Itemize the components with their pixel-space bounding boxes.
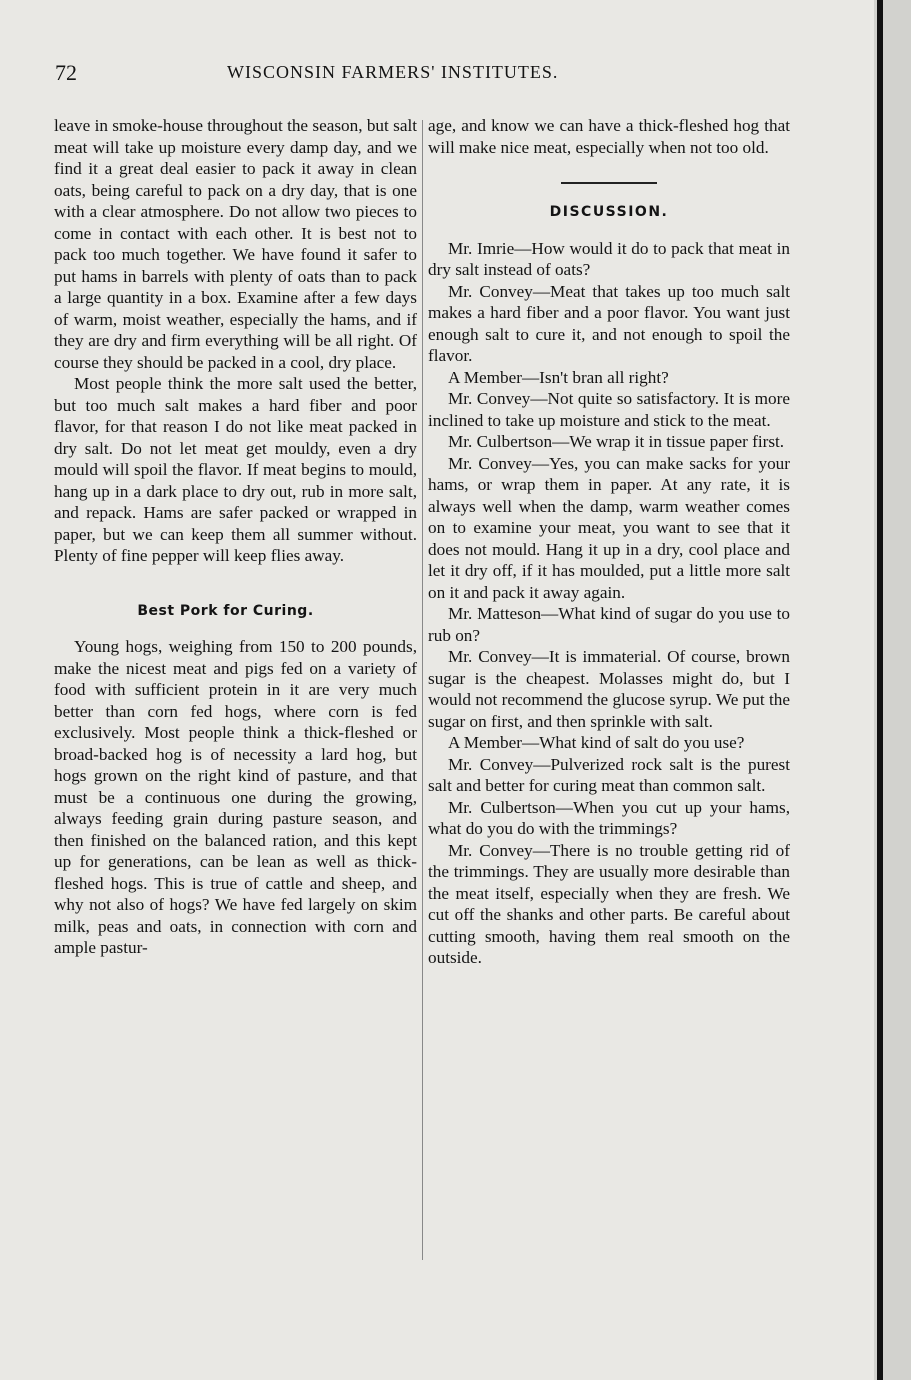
- discussion-entry: Mr. Convey—Not quite so satisfactory. It is more inclined to take up moisture and stick to the meat.: [428, 389, 790, 430]
- discussion-entry: Mr. Convey—It is immaterial. Of course, brown sugar is the cheapest. Molasses might do, but I would not recommend the glucose syrup. We put the sugar on first, and then sprinkle with salt.: [428, 647, 790, 731]
- page-header: [55, 60, 795, 90]
- left-column: [54, 115, 417, 959]
- discussion-entry: Mr. Culbertson—We wrap it in tissue paper first.: [448, 432, 785, 451]
- discussion-entry: A Member—What kind of salt do you use?: [448, 733, 745, 752]
- discussion-entry: Mr. Convey—There is no trouble getting rid of the trimmings. They are usually more desirable than the meat itself, especially when they are fresh. We cut off the shanks and other parts. Be careful about cutting smooth, having them real smooth on the outside.: [428, 840, 790, 967]
- column-divider: [422, 120, 423, 1260]
- paragraph-salt: Most people think the more salt used the better, but too much salt makes a hard fiber and poor flavor, for that reason I do not like meat packed in dry salt. Do not let meat get mouldy, even a dry mould will spoil the flavor. If meat begins to mould, hang up in a dark place to dry out, rub in more salt, and repack. Hams are safer packed or wrapped in paper, but we can keep them all summer without. Plenty of fine pepper will keep flies away.: [54, 374, 417, 565]
- discussion-entry: Mr. Convey—Pulverized rock salt is the purest salt and better for curing meat than common salt.: [428, 754, 790, 795]
- paragraph-continued-right: age, and know we can have a thick-fleshed hog that will make nice meat, especially when not too old.: [428, 116, 790, 157]
- paragraph-young-hogs: Young hogs, weighing from 150 to 200 pounds, make the nicest meat and pigs fed on a variety of food with sufficient protein in it are very much better than corn fed hogs, where corn is fed exclusively. Most people think a thick-fleshed or broad-backed hog is of necessity a lard hog, but hogs grown on the right kind of pasture, and that must be a continuous one during the growing, always feeding grain during pasture season, and then finished on the balanced ration, and this kept up for generations, can be lean as well as thick-fleshed hogs. This is true of cattle and sheep, and why not also of hogs? We have fed largely on skim milk, peas and oats, in connection with corn and ample pastur-: [54, 637, 417, 957]
- discussion-entry: Mr. Culbertson—When you cut up your hams, what do you do with the trimmings?: [428, 797, 790, 838]
- running-title: WISCONSIN FARMERS' INSTITUTES.: [227, 62, 559, 82]
- discussion-entry: Mr. Imrie—How would it do to pack that meat in dry salt instead of oats?: [428, 238, 790, 279]
- binding-edge: [877, 0, 883, 1380]
- discussion-entry: Mr. Convey—Meat that takes up too much salt makes a hard fiber and a poor flavor. You want just enough salt to cure it, and not enough to spoil the flavor.: [428, 281, 790, 365]
- section-rule: [561, 182, 657, 184]
- section-title-best-pork: Best Pork for Curing.: [137, 602, 314, 619]
- section-title-discussion: DISCUSSION.: [549, 204, 669, 220]
- discussion-entry: Mr. Matteson—What kind of sugar do you use to rub on?: [428, 604, 790, 645]
- paragraph-continued: leave in smoke-house throughout the season, but salt meat will take up moisture every damp day, and we find it a great deal easier to pack it away in clean oats, being careful to pack on a dry day, that is one with a clear atmosphere. Do not allow two pieces to come in contact with each other. It is best not to pack too much together. We have found it safer to put hams in barrels with plenty of oats than to pack a large quantity in a box. Examine after a few days of warm, moist weather, especially the hams, and if they are dry and firm everything will be all right. Of course they should be packed in a cool, dry place.: [54, 116, 417, 372]
- discussion-entry: Mr. Convey—Yes, you can make sacks for your hams, or wrap them in paper. At any rate, it is always well when the damp, warm weather comes on to examine your meat, you want to see that it does not mould. Hang it up in a dry, cool place and let it dry off, if it has moulded, put a little more salt on it and pack it away again.: [428, 453, 790, 602]
- discussion-entry: A Member—Isn't bran all right?: [448, 367, 669, 387]
- page-number: 72: [55, 60, 77, 85]
- right-column: [428, 115, 790, 969]
